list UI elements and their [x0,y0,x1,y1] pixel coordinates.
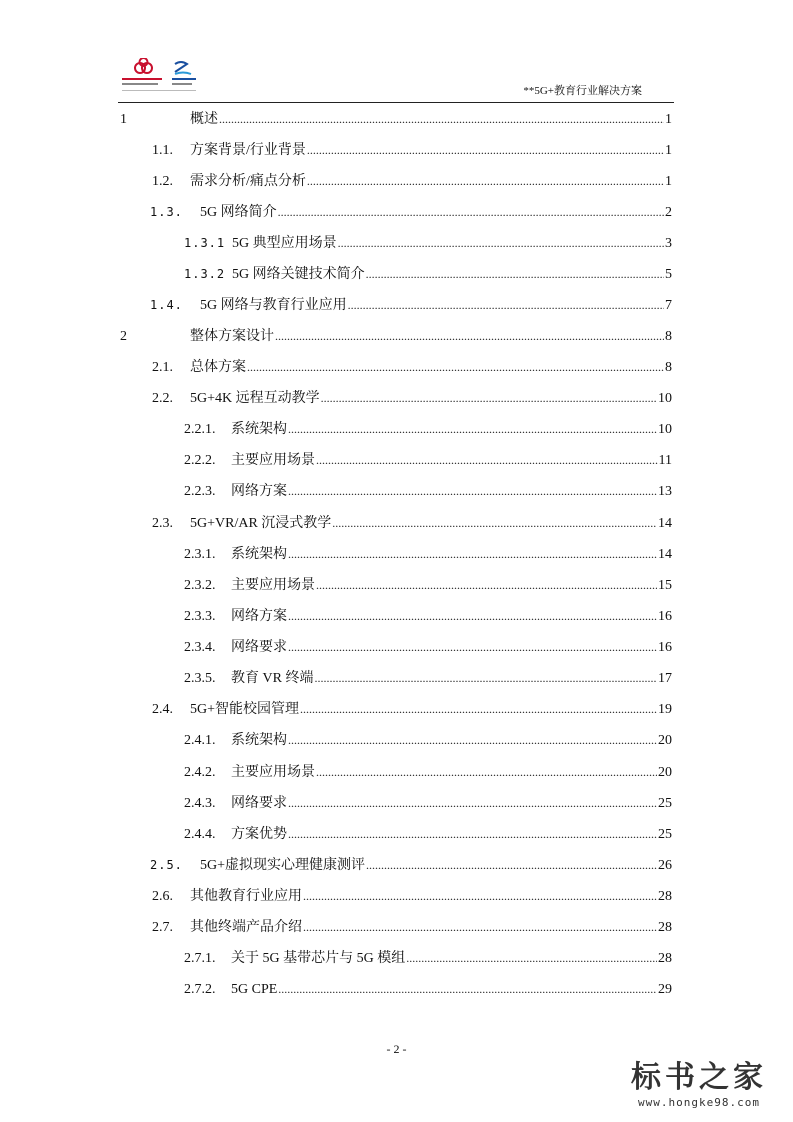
toc-entry-page: 8 [665,360,672,375]
toc-entry-page: 16 [658,640,672,655]
toc-entry-title: 5G 典型应用场景 [232,236,337,251]
toc-entry-number: 2.3.3. [184,609,216,624]
toc-entry[interactable] [120,574,672,596]
toc-entry-number: 1.3.1 [184,236,226,250]
toc-entry-page: 19 [658,702,672,717]
toc-entry-number: 2.3.4. [184,640,216,655]
toc-dot-leader [406,947,657,970]
toc-entry-number: 2.5. [150,858,183,872]
toc-entry-page: 15 [658,578,672,593]
toc-entry-title: 其他终端产品介绍 [190,920,302,935]
toc-dot-leader [307,170,664,193]
toc-dot-leader [338,232,664,255]
toc-entry-title: 网络方案 [231,609,287,624]
toc-dot-leader [366,854,657,877]
toc-entry-page: 7 [665,298,672,313]
toc-entry-title: 系统架构 [231,422,287,437]
toc-entry-number: 2.4.3. [184,796,216,811]
toc-entry-title: 教育 VR 终端 [231,671,314,686]
toc-entry-title: 5G 网络简介 [200,205,277,220]
toc-entry[interactable] [120,480,672,502]
watermark-url: www.hongke98.com [638,1096,760,1109]
toc-entry-number: 2.7. [152,920,173,935]
toc-entry-title: 5G 网络关键技术简介 [232,267,365,282]
toc-entry-page: 14 [658,516,672,531]
toc-entry-number: 2.1. [152,360,173,375]
toc-entry-title: 5G 网络与教育行业应用 [200,298,347,313]
company-logo-icon [120,58,210,98]
toc-dot-leader [316,574,657,597]
toc-entry[interactable] [120,729,672,751]
toc-entry[interactable] [120,325,672,347]
toc-entry-number: 2.2.1. [184,422,216,437]
toc-dot-leader [314,667,657,690]
toc-entry-number: 2.7.2. [184,982,216,997]
toc-dot-leader [316,449,658,472]
toc-dot-leader [288,729,657,752]
toc-entry-page: 29 [658,982,672,997]
toc-entry-title: 概述 [190,112,218,127]
toc-dot-leader [247,356,664,379]
toc-dot-leader [288,636,657,659]
toc-entry[interactable] [120,792,672,814]
toc-entry-page: 5 [665,267,672,282]
toc-entry-number: 2.3. [152,516,173,531]
toc-entry-number: 2.3.2. [184,578,216,593]
toc-entry-page: 26 [658,858,672,873]
toc-entry[interactable] [120,418,672,440]
toc-entry-page: 3 [665,236,672,251]
toc-entry-number: 2.4.2. [184,765,216,780]
toc-entry-page: 20 [658,733,672,748]
toc-dot-leader [278,978,657,1001]
toc-entry-title: 主要应用场景 [231,578,315,593]
toc-entry-title: 5G+4K 远程互动教学 [190,391,320,406]
toc-entry-title: 需求分析/痛点分析 [190,174,306,189]
toc-entry-number: 1.3. [150,205,183,219]
toc-entry-number: 1.3.2 [184,267,226,281]
toc-entry-page: 28 [658,889,672,904]
toc-entry[interactable] [120,512,672,534]
toc-dot-leader [288,792,657,815]
toc-entry-number: 2 [120,329,127,344]
toc-entry[interactable] [120,605,672,627]
toc-entry[interactable] [120,761,672,783]
toc-entry[interactable] [120,916,672,938]
toc-entry-number: 2.3.5. [184,671,216,686]
toc-entry-page: 8 [665,329,672,344]
toc-entry[interactable] [120,543,672,565]
toc-entry[interactable] [120,232,672,254]
toc-entry-title: 主要应用场景 [231,453,315,468]
toc-entry-title: 主要应用场景 [231,765,315,780]
toc-entry-page: 1 [665,174,672,189]
toc-entry-title: 5G CPE [231,982,278,997]
toc-entry-title: 总体方案 [190,360,246,375]
toc-entry[interactable] [120,294,672,316]
toc-entry[interactable] [120,978,672,1000]
toc-entry-page: 20 [658,765,672,780]
toc-entry-number: 2.7.1. [184,951,216,966]
toc-entry-number: 2.3.1. [184,547,216,562]
toc-dot-leader [288,418,657,441]
document-title: **5G+教育行业解决方案 [523,85,642,97]
toc-entry-title: 网络要求 [231,796,287,811]
toc-entry-number: 2.2.3. [184,484,216,499]
toc-entry[interactable] [120,139,672,161]
toc-dot-leader [275,325,664,348]
toc-dot-leader [316,761,657,784]
toc-entry-title: 方案优势 [231,827,287,842]
toc-dot-leader [303,916,657,939]
toc-dot-leader [348,294,664,317]
toc-entry-number: 1 [120,112,127,127]
page-number: - 2 - [386,1042,407,1056]
toc-entry-page: 25 [658,827,672,842]
toc-dot-leader [288,480,657,503]
toc-entry-page: 1 [665,143,672,158]
toc-dot-leader [366,263,664,286]
toc-dot-leader [288,823,657,846]
toc-dot-leader [288,543,657,566]
toc-entry-title: 整体方案设计 [190,329,274,344]
toc-entry-title: 网络要求 [231,640,287,655]
toc-entry-page: 10 [658,391,672,406]
toc-dot-leader [332,512,657,535]
toc-entry[interactable] [120,108,672,130]
toc-entry-number: 2.2.2. [184,453,216,468]
toc-entry[interactable] [120,356,672,378]
toc-entry-page: 25 [658,796,672,811]
toc-entry[interactable] [120,698,672,720]
toc-entry-page: 28 [658,920,672,935]
toc-entry-title: 方案背景/行业背景 [190,143,306,158]
toc-entry-number: 2.2. [152,391,173,406]
toc-entry-page: 16 [658,609,672,624]
toc-entry[interactable] [120,947,672,969]
toc-entry-page: 13 [658,484,672,499]
toc-entry[interactable] [120,636,672,658]
toc-entry[interactable] [120,449,672,471]
toc-entry-page: 11 [658,453,672,468]
toc-entry-number: 2.4. [152,702,173,717]
watermark-title: 标书之家 [631,1060,767,1095]
page-header [118,52,674,103]
toc-entry-title: 关于 5G 基带芯片与 5G 模组 [231,951,406,966]
toc-entry[interactable] [120,170,672,192]
toc-dot-leader [303,885,657,908]
toc-entry[interactable] [120,201,672,223]
toc-dot-leader [278,201,664,224]
toc-entry[interactable] [120,823,672,845]
toc-dot-leader [307,139,664,162]
toc-entry-number: 2.4.1. [184,733,216,748]
toc-dot-leader [288,605,657,628]
toc-dot-leader [300,698,657,721]
toc-entry-number: 1.1. [152,143,173,158]
toc-entry-page: 28 [658,951,672,966]
toc-entry[interactable] [120,885,672,907]
toc-entry[interactable] [120,387,672,409]
toc-entry-title: 5G+智能校园管理 [190,702,300,717]
toc-entry-page: 2 [665,205,672,220]
toc-entry[interactable] [120,667,672,689]
toc-entry-number: 1.4. [150,298,183,312]
toc-dot-leader [219,108,664,131]
toc-entry-number: 2.6. [152,889,173,904]
toc-entry[interactable] [120,263,672,285]
toc-entry-title: 网络方案 [231,484,287,499]
toc-entry[interactable] [120,854,672,876]
toc-entry-title: 系统架构 [231,733,287,748]
toc-entry-page: 17 [658,671,672,686]
watermark [619,1060,779,1116]
toc-entry-title: 5G+虚拟现实心理健康测评 [200,858,366,873]
toc-entry-number: 1.2. [152,174,173,189]
toc-dot-leader [321,387,657,410]
toc-entry-page: 1 [665,112,672,127]
toc-entry-number: 2.4.4. [184,827,216,842]
toc-entry-title: 5G+VR/AR 沉浸式教学 [190,516,332,531]
toc-entry-title: 其他教育行业应用 [190,889,302,904]
toc-entry-title: 系统架构 [231,547,287,562]
toc-entry-page: 14 [658,547,672,562]
toc-entry-page: 10 [658,422,672,437]
